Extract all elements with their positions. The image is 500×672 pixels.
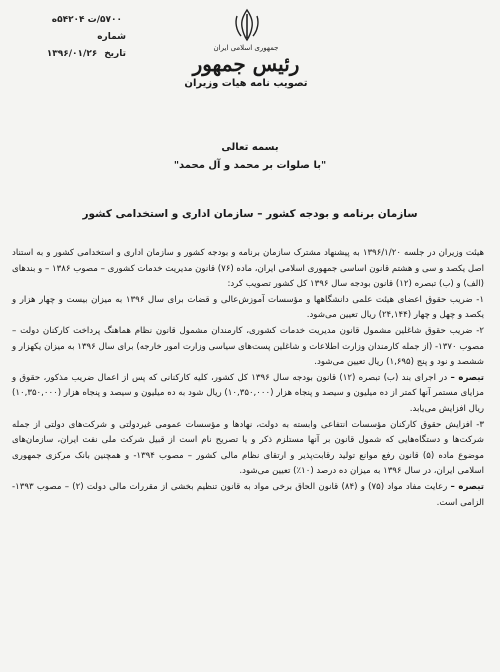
date-label: تاریخ: [104, 49, 126, 59]
item-3: ۳- افزایش حقوق کارکنان مؤسسات انتفاعی وابسته به دولت، نهادها و مؤسسات عمومی غیردولتی و شرکت‌های دولتی از جمله شرکت‌ها و دستگاه‌هایی که شمول قانون بر آنها مستلزم ذکر و یا تصریح نام است از قبیل شرکت ملی نفت ایران، سازمان‌های موضوع ماده (۵) قانون رفع موانع تولید رقابت‌پذیر و ارتقای نظام مالی کشور – مصوب ۱۳۹۴- و همچنین بانک مرکزی جمهوری اسلامی ایران، در سال ۱۳۹۶ به میزان ده درصد (۱۰٪) تعیین می‌شود.: [12, 419, 484, 477]
iran-emblem-icon: [232, 8, 262, 42]
note-1: [12, 371, 484, 418]
salawat: "با صلوات بر محمد و آل محمد": [173, 160, 327, 171]
date-value: ۱۳۹۶/۰۱/۲۶: [46, 49, 98, 59]
president-title: رئیس جمهور: [192, 52, 300, 76]
bismillah: بسمه تعالی: [221, 142, 279, 153]
number-value: ۵۷۰۰/ت ۵۴۲۰۴ه: [51, 15, 122, 25]
decree-title: تصویب نامه هیات وزیران: [184, 78, 308, 89]
decree-body: [12, 246, 484, 511]
item-2: ۲- ضریب حقوق شاغلین مشمول قانون مدیریت خدمات کشوری، کارمندان مشمول قانون نظام هماهنگ پرداخت کارکنان دولت – مصوب ۱۳۷۰- (از جمله کارمندان وزارت اطلاعات و شاغلین پست‌های سیاسی وزارت امور خارجه) برای سال ۱۳۹۶ به میزان یکهزار و ششصد و نود و پنج (۱,۶۹۵) ریال تعیین می‌شود.: [12, 325, 484, 368]
note-2: [12, 480, 484, 511]
item-1: ۱- ضریب حقوق اعضای هیئت علمی دانشگاهها و مؤسسات آموزش‌عالی و قضات برای سال ۱۳۹۶ به میزان بیست و چهار هزار و یکصد و چهل و چهار (۲۴,۱۴۴) ریال تعیین می‌شود.: [12, 294, 484, 321]
note-2-text: رعایت مفاد مواد (۷۵) و (۸۴) قانون الحاق برخی مواد به قانون تنظیم بخشی از مقررات مالی دولت (۲) – مصوب ۱۳۹۳- الزامی است.: [12, 481, 484, 508]
note-1-text: در اجرای بند (ب) تبصره (۱۲) قانون بودجه سال ۱۳۹۶ کل کشور، کلیه کارکنانی که پس از اعمال ضریب مذکور، حقوق و مزایای مستمر آنها کمتر از ده میلیون و سیصد و پنجاه هزار (۱۰,۳۵۰,۰۰۰) ریال شود به ده میلیون و سیصد و پنجاه هزار (۱۰,۳۵۰,۰۰۰) ریال افزایش می‌یابد.: [12, 372, 484, 414]
recipients-line: سازمان برنامه و بودجه کشور – سازمان اداری و استخدامی کشور: [82, 208, 418, 220]
republic-title: جمهوری اسلامی ایران: [213, 44, 279, 52]
date-row: [6, 46, 126, 63]
note-1-label: تبصره –: [450, 372, 484, 383]
document-meta: [6, 12, 126, 63]
letterhead: [180, 44, 312, 89]
number-label: شماره: [97, 32, 126, 42]
number-row: [6, 12, 126, 29]
intro-paragraph: هیئت وزیران در جلسه ۱۳۹۶/۱/۲۰ به پیشنهاد مشترک سازمان برنامه و بودجه کشور و سازمان اداری و استخدامی کشور و به استناد اصل یکصد و سی و هشتم قانون اساسی جمهوری اسلامی ایران، ماده (۷۶) قانون مدیریت خدمات کشوری – مصوب ۱۳۸۶ – و بندهای (الف) و (ب) تبصره (۱۲) قانون بودجه سال ۱۳۹۶ کل کشور تصویب کرد:: [12, 248, 485, 290]
number-label-row: [6, 29, 126, 46]
note-2-label: تبصره –: [450, 481, 484, 492]
